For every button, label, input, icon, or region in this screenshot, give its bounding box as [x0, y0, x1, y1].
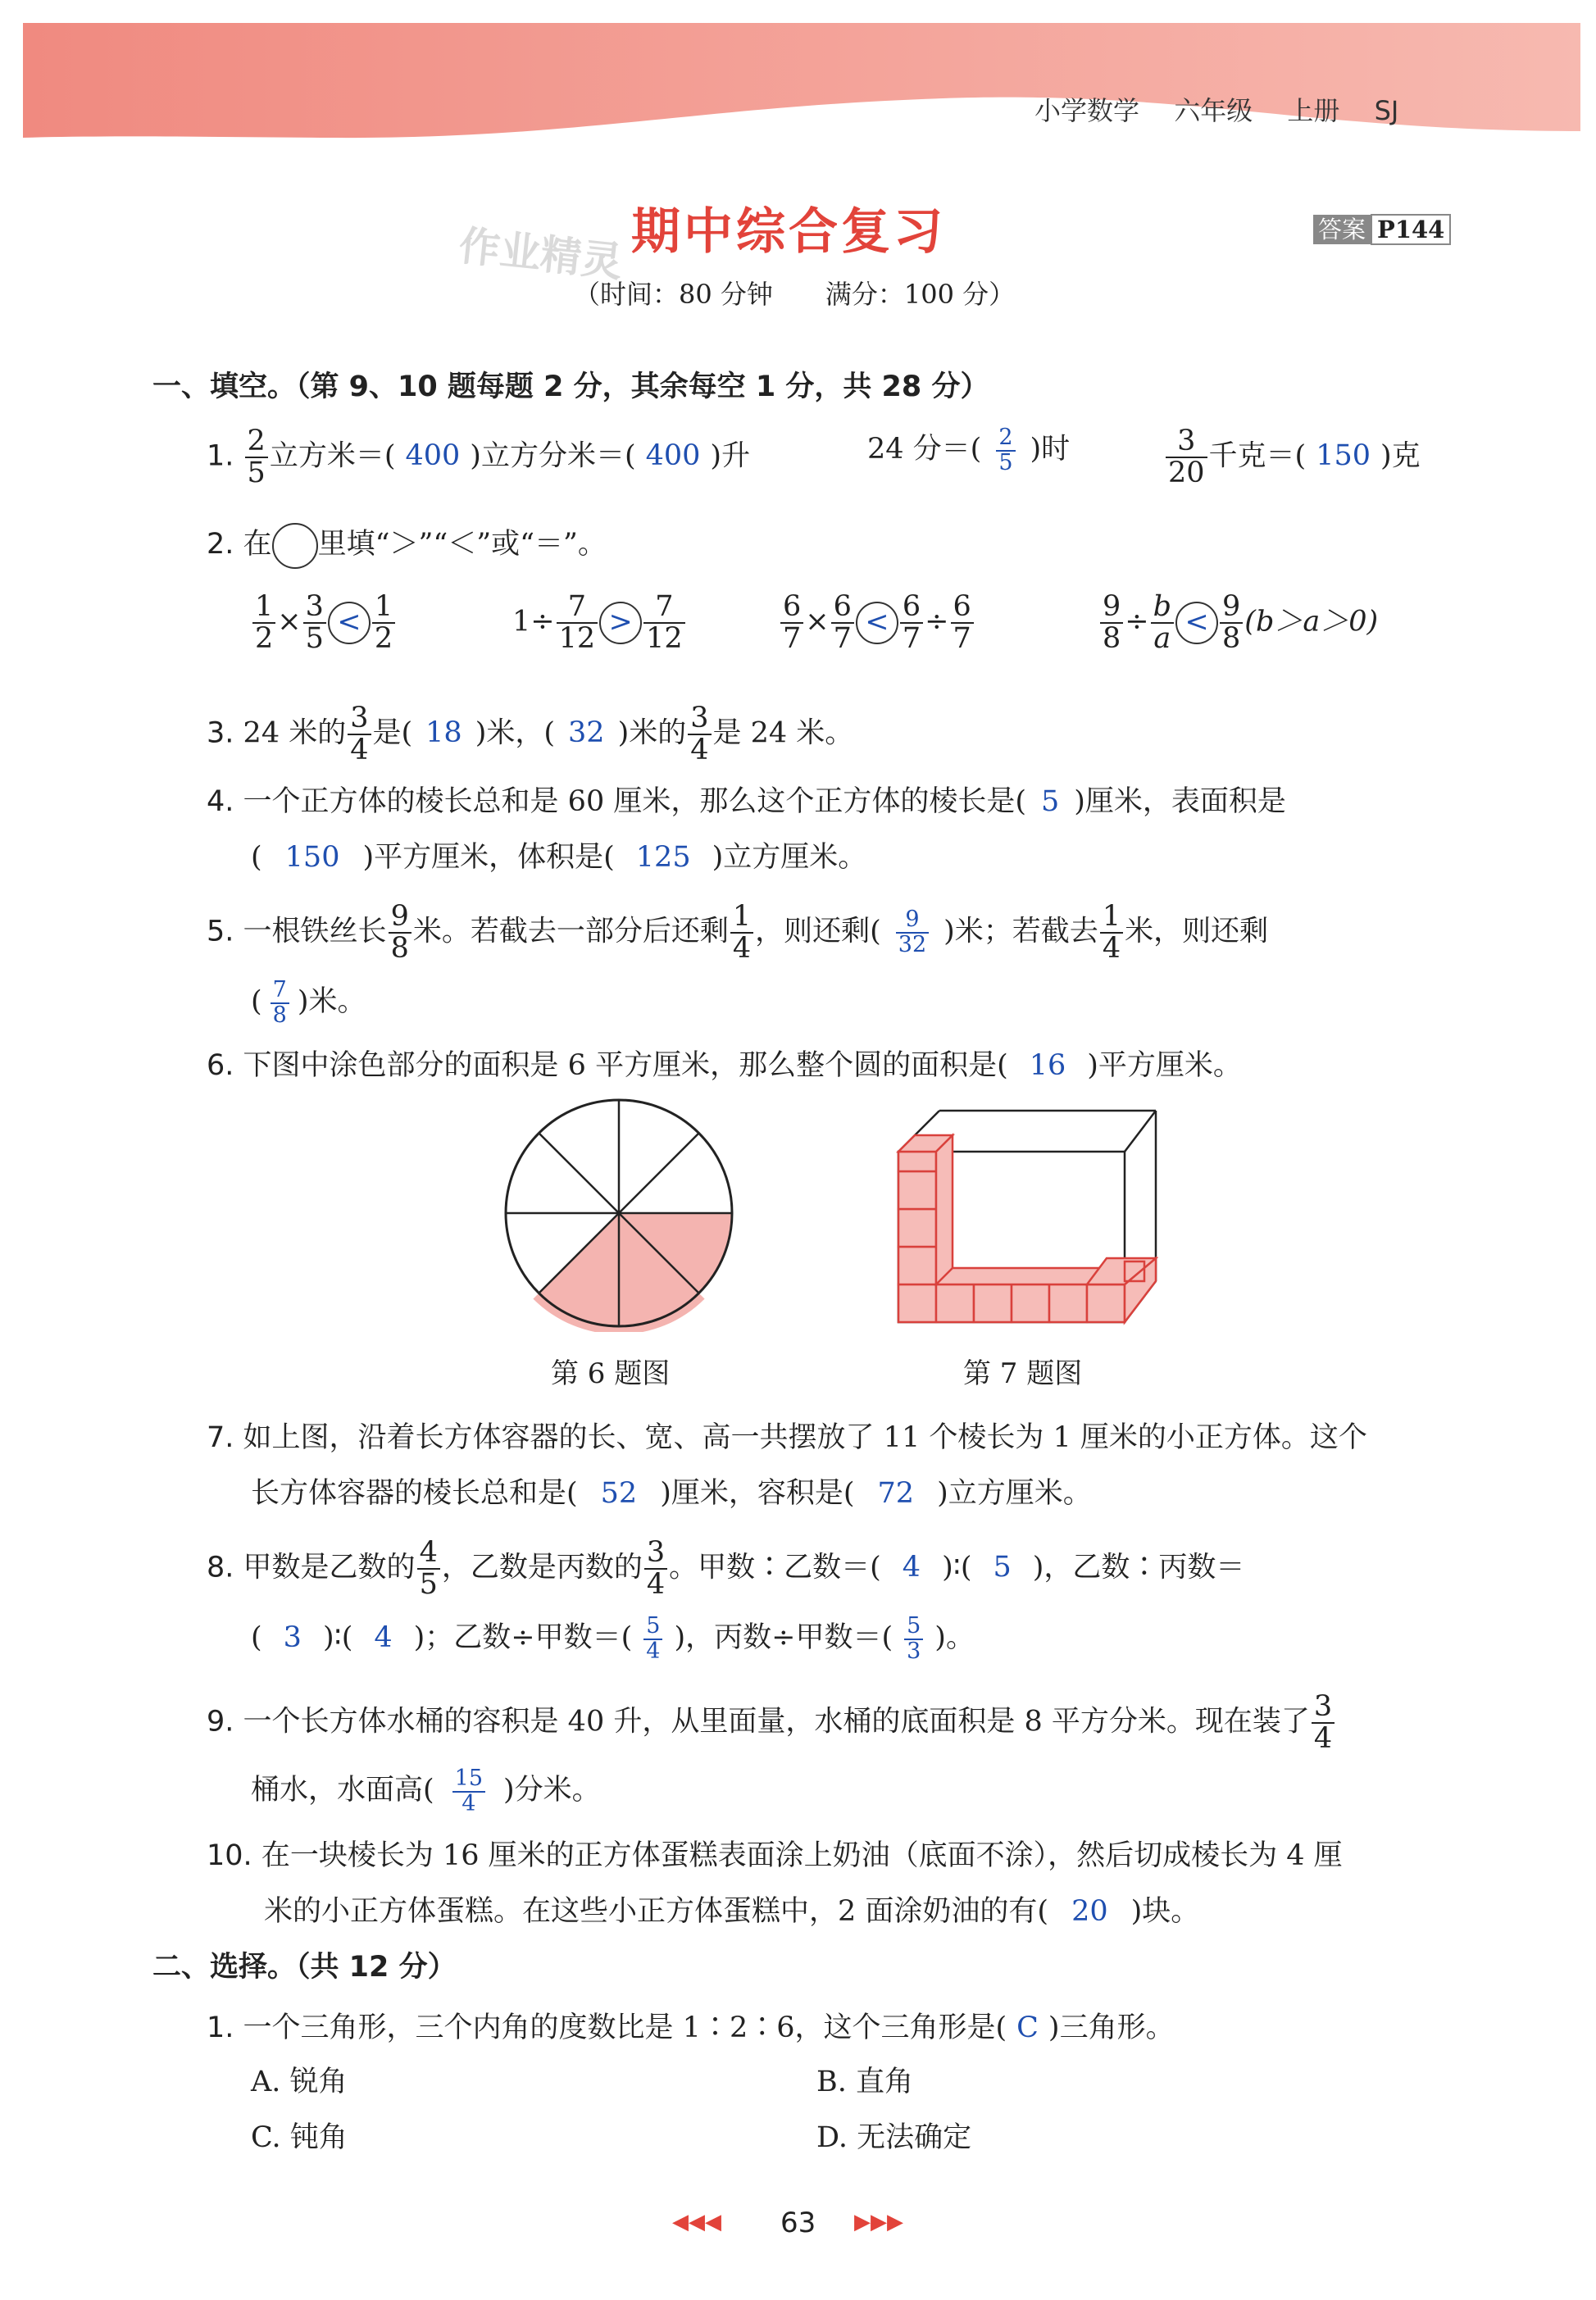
compare-3: $\frac{6}{7}$ × $\frac{6}{7}$ < $\frac{6}{7}$ ÷ $\frac{6}{7}$ [779, 592, 975, 654]
option-c: C. 钝角 [251, 2121, 348, 2154]
answer-blank: $\frac{2}{5}$ [996, 426, 1015, 475]
page-number: 63 [780, 2207, 816, 2239]
answer-blank: 125 [635, 841, 691, 874]
answer-blank: $\frac{9}{32}$ [896, 908, 929, 957]
question-8: 8. 甲数是乙数的 $\frac{4}{5}$ ，乙数是丙数的 $\frac{3}{4}$ 。甲数∶乙数＝( 4 )∶( 5 )，乙数∶丙数＝ [207, 1536, 1245, 1601]
answer-blank: 52 [600, 1477, 638, 1510]
figure-7-box [885, 1094, 1164, 1340]
answer-page: P144 [1371, 214, 1451, 245]
answer-blank: 150 [284, 841, 340, 874]
answer-blank: 5 [993, 1551, 1012, 1584]
section1-heading: 一、填空。（第 9、10 题每题 2 分，其余每空 1 分，共 28 分） [152, 370, 989, 403]
question-7: 7. 如上图，沿着长方体容器的长、宽、高一共摆放了 11 个棱长为 1 厘米的小正方体。这个 [207, 1421, 1367, 1454]
question-10: 10. 在一块棱长为 16 厘米的正方体蛋糕表面涂上奶油（底面不涂），然后切成棱长为 4 厘 [207, 1839, 1343, 1872]
left-arrows-icon: ◀◀◀ [672, 2210, 721, 2234]
circle-icon [272, 523, 318, 569]
figure-7-caption: 第 7 题图 [963, 1357, 1083, 1390]
question-9-line2: 桶水，水面高( $\frac{15}{4}$ )分米。 [251, 1766, 601, 1816]
answer-blank: 20 [1071, 1895, 1108, 1928]
answer-blank: 72 [877, 1477, 915, 1510]
question-6: 6. 下图中涂色部分的面积是 6 平方厘米，那么整个圆的面积是( 16 )平方厘米。 [207, 1049, 1242, 1082]
option-a: A. 锐角 [251, 2066, 348, 2098]
answer-blank: $\frac{15}{4}$ [452, 1767, 485, 1816]
option-d: D. 无法确定 [816, 2121, 972, 2154]
answer-blank: 150 [1316, 439, 1371, 473]
answer-blank: 4 [902, 1551, 921, 1584]
answer-blank: C [1016, 2011, 1039, 2044]
header-grade: 六年级 [1174, 95, 1253, 126]
header-info [1034, 90, 1398, 128]
question-1b: 24 分＝( $\frac{2}{5}$ )时 [867, 425, 1071, 475]
question-4-line2: ( 150 )平方厘米，体积是( 125 )立方厘米。 [251, 841, 867, 874]
answer-blank: < [856, 602, 898, 644]
figure-6-caption: 第 6 题图 [551, 1357, 671, 1390]
answer-blank: $\frac{5}{4}$ [643, 1615, 662, 1663]
page-title: 期中综合复习 [631, 203, 946, 261]
answer-blank: 3 [283, 1621, 302, 1654]
question-8-line2: ( 3 )∶( 4 )；乙数÷甲数＝( $\frac{5}{4}$ )，丙数÷甲数＝( $\frac{5}{3}$ )。 [251, 1613, 975, 1664]
compare-1: $\frac{1}{2}$ × $\frac{3}{5}$ < $\frac{1}{2}$ [251, 592, 397, 654]
header-band [0, 0, 1596, 164]
figure-6-circle [500, 1094, 738, 1332]
compare-2: 1÷ $\frac{7}{12}$ > $\frac{7}{12}$ [512, 592, 687, 654]
right-arrows-icon: ▶▶▶ [854, 2210, 903, 2234]
choice-question-1: 1. 一个三角形，三个内角的度数比是 1∶2∶6，这个三角形是( C )三角形。 [207, 2011, 1175, 2044]
question-5: 5. 一根铁丝长 $\frac{9}{8}$ 米。若截去一部分后还剩 $\frac{1}{4}$ ，则还剩( $\frac{9}{32}$ )米；若截去 $\frac{1}{4}$ 米，则还剩 [207, 900, 1269, 965]
question-7-line2: 长方体容器的棱长总和是( 52 )厘米，容积是( 72 )立方厘米。 [251, 1477, 1092, 1510]
answer-blank: 32 [568, 716, 605, 750]
compare-4: $\frac{9}{8}$ ÷ $\frac{b}{a}$ < $\frac{9}{8}$ (b＞a＞0) [1098, 592, 1378, 654]
answer-blank: 5 [1041, 785, 1060, 818]
exam-info: （时间：80 分钟 满分：100 分） [574, 279, 1016, 310]
question-5-line2: ( $\frac{7}{8}$ )米。 [251, 977, 366, 1028]
question-9: 9. 一个长方体水桶的容积是 40 升，从里面量，水桶的底面积是 8 平方分米。现在装了 $\frac{3}{4}$ [207, 1692, 1336, 1754]
answer-blank: $\frac{7}{8}$ [271, 979, 289, 1027]
answer-blank: 4 [374, 1621, 393, 1654]
answer-label: 答案 [1313, 215, 1371, 244]
header-subject: 小学数学 [1034, 95, 1140, 126]
answer-blank: 16 [1029, 1049, 1066, 1082]
header-volume: 上册 [1287, 95, 1340, 126]
answer-reference [1313, 211, 1451, 245]
option-b: B. 直角 [816, 2066, 913, 2098]
watermark: 作业精灵 [457, 221, 625, 287]
question-2: 2. 在 里填“＞”“＜”或“＝”。 [207, 521, 607, 569]
answer-blank: > [599, 602, 642, 644]
question-1: 1. $\frac{2}{5}$ 立方米＝( 400 )立方分米＝( 400 )升 [207, 425, 751, 489]
question-10-line2: 米的小正方体蛋糕。在这些小正方体蛋糕中，2 面涂奶油的有( 20 )块。 [264, 1895, 1200, 1928]
header-edition: SJ [1374, 95, 1399, 126]
answer-blank: < [1175, 602, 1218, 644]
question-4: 4. 一个正方体的棱长总和是 60 厘米，那么这个正方体的棱长是( 5 )厘米，表面积是 [207, 785, 1286, 818]
answer-blank: $\frac{5}{3}$ [904, 1615, 923, 1663]
answer-blank: 18 [425, 716, 462, 750]
answer-blank: 400 [645, 439, 701, 473]
answer-blank: 400 [405, 439, 461, 473]
answer-blank: < [328, 602, 371, 644]
question-1c: $\frac{3}{20}$ 千克＝( 150 )克 [1164, 426, 1421, 489]
question-3: 3. 24 米的 $\frac{3}{4}$ 是( 18 )米，( 32 )米的 $\frac{3}{4}$ 是 24 米。 [207, 702, 854, 766]
section2-heading: 二、选择。（共 12 分） [152, 1951, 457, 1984]
